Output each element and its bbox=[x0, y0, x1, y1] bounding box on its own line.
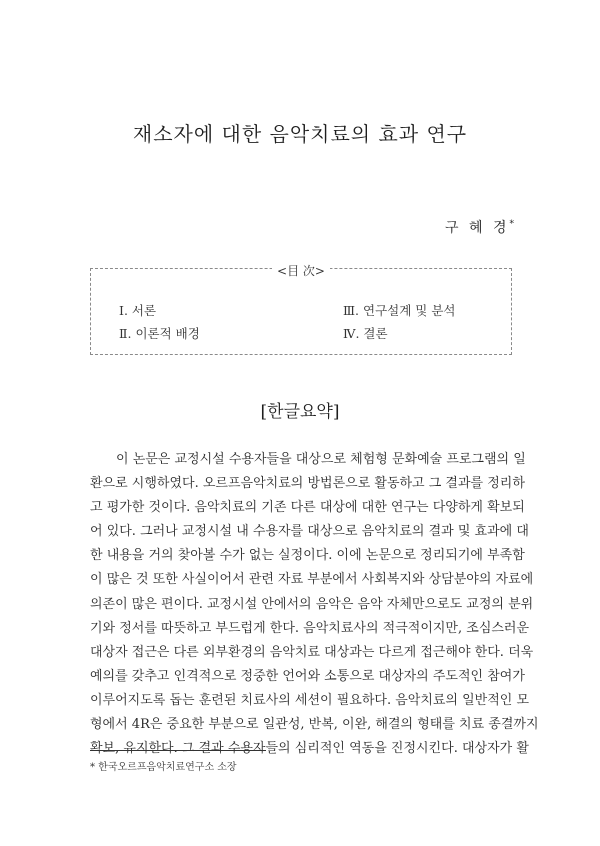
toc-label: <目 次> bbox=[272, 264, 330, 278]
summary-line: 형에서 4R은 중요한 부분으로 일관성, 반복, 이완, 해결의 형태를 치료 종결까지 bbox=[90, 717, 539, 733]
summary-body bbox=[90, 448, 539, 761]
summary-line: 이 많은 것 또한 사실이어서 관련 자료 부분에서 사회복지와 상담분야의 자료에 bbox=[90, 572, 534, 588]
summary-line: 기와 정서를 따뜻하고 부드럽게 한다. 음악치료사의 적극적이지만, 조심스러운 bbox=[90, 620, 530, 636]
toc-item-introduction: Ⅰ. 서론 bbox=[119, 303, 157, 318]
summary-line: 이 논문은 교정시설 수용자들을 대상으로 체험형 문화예술 프로그램의 일 bbox=[116, 452, 526, 467]
summary-line: 확보, 유지한다. 그 결과 수용자들의 심리적인 역동을 진정시킨다. 대상자가 활 bbox=[90, 741, 529, 757]
toc-item-method: Ⅲ. 연구설계 및 분석 bbox=[343, 303, 456, 318]
author-name bbox=[445, 217, 514, 237]
paper-title: 재소자에 대한 음악치료의 효과 연구 bbox=[132, 122, 468, 146]
author-name-text: 구 혜 경 bbox=[445, 220, 510, 236]
summary-line: 이루어지도록 돕는 훈련된 치료사의 세션이 필요하다. 음악치료의 일반적인 모 bbox=[90, 692, 530, 708]
table-of-contents bbox=[90, 264, 512, 355]
footnote-affiliation: * 한국오르프음악치료연구소 소장 bbox=[90, 762, 237, 773]
summary-line: 의존이 많은 편이다. 교정시설 안에서의 음악은 음악 자체만으로도 교정의 분위 bbox=[90, 596, 534, 612]
summary-line: 어 있다. 그러나 교정시설 내 수용자를 대상으로 음악치료의 결과 및 효과에 대 bbox=[90, 524, 529, 540]
summary-line: 예의를 갖추고 인격적으로 정중한 언어와 소통으로 대상자의 주도적인 참여가 bbox=[90, 668, 525, 684]
footnote-divider bbox=[90, 750, 266, 751]
summary-line: 한 내용을 거의 찾아볼 수가 없는 실정이다. 이에 논문으로 정리되기에 부족함 bbox=[90, 548, 525, 564]
summary-line: 환으로 시행하였다. 오르프음악치료의 방법론으로 활동하고 그 결과를 정리하 bbox=[90, 476, 525, 492]
summary-heading: [한글요약] bbox=[260, 402, 340, 422]
author-footnote-mark: * bbox=[509, 219, 514, 230]
summary-line: 고 평가한 것이다. 음악치료의 기존 다른 대상에 대한 연구는 다양하게 확보되 bbox=[90, 500, 525, 516]
summary-line: 대상자 접근은 다른 외부환경의 음악치료 대상과는 다르게 접근해야 한다. 더욱 bbox=[90, 644, 534, 660]
toc-item-theory: Ⅱ. 이론적 배경 bbox=[119, 326, 200, 341]
toc-label-wrap bbox=[91, 260, 511, 279]
toc-item-conclusion: Ⅳ. 결론 bbox=[343, 326, 388, 341]
